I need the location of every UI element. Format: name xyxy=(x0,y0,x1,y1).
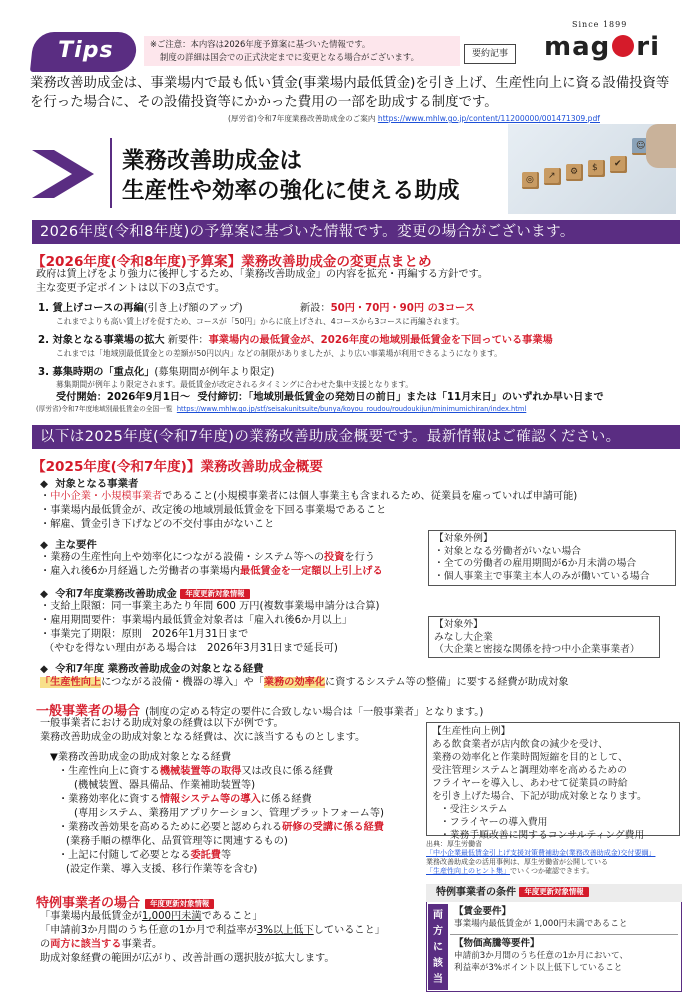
point-1-new xyxy=(300,302,475,315)
requirement-1-tail: を行う xyxy=(344,552,375,563)
requirement-1: ・業務の生産性向上や効率化につながる設備・システム等への投資を行う xyxy=(40,552,375,563)
point-3-end: 受付締切：「地域別最低賃金の発効日の前日」または「11月末日」のいずれか早い日まで xyxy=(197,392,604,403)
general-source-1: 出典：厚生労働省 xyxy=(426,840,482,848)
general-item-1-tail: 又は改良に係る経費 xyxy=(241,766,334,777)
intro-text: 業務改善助成金は、事業場内で最も低い賃金(事業場内最低賃金)を引き上げ、生産性向上に資る設備投資等を行った場合に、その設備投資等にかかった費用の一部を助成する制度です。 xyxy=(30,76,670,110)
general-title: 一般事業者の場合 xyxy=(36,704,141,719)
limits-title-text: 令和7年度業務改善助成金 xyxy=(55,588,177,600)
limits-title: ◆ 令和7年度業務改善助成金 年度更新対象情報 xyxy=(40,585,250,600)
general-item-1 xyxy=(58,765,333,778)
special-update-badge: 年度更新対象情報 xyxy=(145,899,214,909)
case-example-line: 業務の効率化と作業時間短縮を目的として、 xyxy=(432,752,628,763)
general-source-link[interactable]: 「中小企業最低賃金引上げ支援対策費補助金(業務改善助成金)交付要綱」 xyxy=(426,849,656,857)
special-line-3-text: の xyxy=(40,939,51,950)
costs-text xyxy=(40,676,569,689)
costs-highlight-2: 業務の効率化 xyxy=(263,677,326,688)
block-icon: ☺ xyxy=(632,138,649,155)
side-char: 方 xyxy=(433,926,443,937)
general-item-2-text: ・業務効率化に資する xyxy=(58,794,160,805)
condition-1-text: 事業場内最低賃金が 1,000円未満であること xyxy=(454,919,628,929)
target-3: ・解雇、賃金引き下げなどの不交付事由がないこと xyxy=(40,519,275,530)
requirements-title-text: 主な要件 xyxy=(55,539,97,551)
special-line-1-tail: であること」 xyxy=(201,911,263,922)
block-icon: ◎ xyxy=(522,172,539,189)
general-source xyxy=(426,840,655,876)
block-icon: ⚙ xyxy=(566,164,583,181)
exclusion-example-3: ・個人事業主で事業主本人のみが働いている場合 xyxy=(434,570,650,582)
point-2-new-value: 事業場内の最低賃金が、2026年度の地域別最低賃金を下回っている事業場 xyxy=(208,335,553,346)
logo-circle-icon xyxy=(612,35,634,57)
special-heading xyxy=(36,892,214,911)
special-line-3-tail: 事業者。 xyxy=(121,939,163,950)
point-3-sub: (募集期間が例年より限定) xyxy=(154,367,275,378)
special-conditions-side xyxy=(428,904,448,990)
side-char: 両 xyxy=(433,910,443,921)
logo-text-left: mag xyxy=(544,32,611,62)
point-2-note: これまでは「地域別最低賃金との差額が50円以内」などの制限がありましたが、より広い事業場が利用できるようになります。 xyxy=(56,349,502,358)
condition-2 xyxy=(454,938,628,974)
case-example-line: ・受注システム xyxy=(440,804,508,815)
hero-title xyxy=(122,146,460,206)
intro-source-label: (厚労省)令和7年度業務改善助成金のご案内 xyxy=(228,114,376,123)
point-1 xyxy=(38,302,243,315)
general-source-3: 業務改善助成金の活用事例は、厚生労働省が公開している xyxy=(426,858,608,866)
general-list-title: ▼業務改善助成金の助成対象となる経費 xyxy=(50,752,232,763)
case-example-line: ある飲食業者が店内飲食の減少を受け、 xyxy=(432,739,608,750)
requirement-2: ・雇入れ後6か月経過した労働者の事業場内最低賃金を一定額以上引上げる xyxy=(40,566,383,577)
side-char: 当 xyxy=(433,974,443,985)
costs-text-1: につながる設備・機器の導入」や「 xyxy=(101,677,264,688)
general-item-2-note: (専用システム、業務用アプリケーション、管理プラットフォーム等) xyxy=(74,808,385,819)
case-example-lines xyxy=(432,738,674,842)
target-title: ◆ 対象となる事業者 xyxy=(40,478,139,490)
point-2 xyxy=(38,334,553,347)
exclusion-example-1: ・対象となる労働者がいない場合 xyxy=(434,545,581,557)
target-3-text: 解雇、賃金引き下げなどの不交付事由がないこと xyxy=(50,519,275,530)
since-label: Since 1899 xyxy=(572,20,628,29)
limit-2: ・雇用期間要件：事業場内最低賃金対象者は「雇入れ後6か月以上」 xyxy=(40,615,353,626)
general-line-1: 一般事業者における助成対象の経費は以下が例です。 xyxy=(40,718,284,729)
notice-box xyxy=(144,36,460,66)
limit-4: （やむを得ない理由がある場合は 2026年3月31日まで延長可) xyxy=(44,643,338,654)
condition-1 xyxy=(454,906,627,930)
target-2: ・事業場内最低賃金が、改定後の地域別最低賃金を下回る事業場であること xyxy=(40,505,387,516)
section-2026-source xyxy=(36,405,526,414)
section-2026-source-label: (厚労省)令和7年度地域別最低賃金の全国一覧 xyxy=(36,405,173,413)
excluded-line-2: （大企業と密接な関係を持つ中小企業事業者） xyxy=(434,644,640,655)
condition-divider xyxy=(450,934,678,935)
section-2026-source-link[interactable]: https://www.mhlw.go.jp/stf/seisakunitsuite/bunya/koyou_roudou/roudoukijun/minimumichiran/index.html xyxy=(176,405,527,413)
special-conditions-badge: 年度更新対象情報 xyxy=(519,887,588,897)
hand-image xyxy=(646,124,676,168)
special-line-1 xyxy=(40,910,263,923)
hero-chevron-icon xyxy=(32,150,102,198)
general-item-1-text: ・生産性向上に資する xyxy=(58,766,160,777)
limit-3-text: 事業完了期限：原則 2026年1月31日まで xyxy=(50,629,249,640)
general-item-4-text: ・上記に付随して必要となる xyxy=(58,850,191,861)
target-1-text: であること(小規模事業者には個人事業主も含まれるため、従業員を雇っていれば申請可能) xyxy=(162,491,578,502)
special-title: 特例事業者の場合 xyxy=(36,896,141,911)
block-icon: ↗ xyxy=(544,168,561,185)
general-source-4: でいくつか確認できます。 xyxy=(510,867,594,875)
section-2025-heading: 【2025年度(令和7年度)】業務改善助成金概要 xyxy=(32,459,323,475)
case-example-line: フライヤーを導入し、あわせて従業員の時給 xyxy=(432,778,628,789)
general-item-3-highlight: 研修の受講に係る経費 xyxy=(282,822,384,833)
point-1-note: これまでよりも高い賃上げを促すため、コースが「50円」からに底上げされ、4コースから3コースに再編されます。 xyxy=(56,317,465,326)
case-example-title: 【生産性向上例】 xyxy=(432,726,511,737)
condition-1-title: 【賃金要件】 xyxy=(454,906,512,917)
section-2026-lead-1: 政府は賃上げをより強力に後押しするため、「業務改善助成金」の内容を拡充・再編する方針です。 xyxy=(36,269,489,280)
case-example-line: を引き上げた場合、下記が助成対象となります。 xyxy=(432,791,647,802)
exclusion-examples-title: 【対象外例】 xyxy=(434,533,493,544)
logo-text-right: ri xyxy=(636,32,660,62)
excluded-box xyxy=(428,616,660,658)
requirement-2-highlight: 最低賃金を一定額以上引上げる xyxy=(240,566,383,577)
hero-title-line-1: 業務改善助成金は xyxy=(122,148,303,174)
case-example-line: ・業務手順改善に関するコンサルティング費用 xyxy=(440,830,645,841)
special-line-3 xyxy=(40,938,162,951)
general-item-1-note: (機械装置、器具備品、作業補助装置等) xyxy=(74,780,256,791)
condition-2-line-2: 利益率が3%ポイント以上低下していること xyxy=(454,963,623,973)
condition-2-title: 【物価高騰等要件】 xyxy=(454,938,540,949)
notice-line-2: 制度の詳細は国会での正式決定までに変更となる場合がございます。 xyxy=(160,52,419,62)
general-item-4-highlight: 委託費 xyxy=(190,850,221,861)
tips-label: Tips xyxy=(58,38,114,63)
point-3-title: 3. 募集時期の「重点化」 xyxy=(38,367,155,378)
costs-highlight-1: 「生産性向上 xyxy=(40,677,102,688)
block-icon: $ xyxy=(588,160,605,177)
special-line-2-text: 「申請前3か月間のうち任意の1か月で利益率が xyxy=(40,925,257,936)
special-line-1-value: 1,000円未満 xyxy=(141,911,202,922)
general-item-2-tail: に係る経費 xyxy=(260,794,312,805)
limit-2-text: 雇用期間要件：事業場内最低賃金対象者は「雇入れ後6か月以上」 xyxy=(50,615,353,626)
general-item-3-text: ・業務改善効果を高めるために必要と認められる xyxy=(58,822,283,833)
case-example-line: ・フライヤーの導入費用 xyxy=(440,817,548,828)
special-conditions-title: 特例事業者の条件 xyxy=(436,887,516,898)
general-item-4-note: (設定作業、導入支援、移行作業等を含む) xyxy=(66,864,258,875)
limit-3: ・事業完了期限：原則 2026年1月31日まで xyxy=(40,629,249,640)
doc-type-label: 要約記事 xyxy=(464,44,516,64)
special-line-3-highlight: 両方に該当する xyxy=(50,939,122,950)
general-item-1-highlight: 機械装置等の取得 xyxy=(159,766,242,777)
condition-2-line-1: 申請前3か月間のうち任意の1か月において、 xyxy=(454,951,629,961)
target-title-text: 対象となる事業者 xyxy=(55,478,139,490)
special-line-2 xyxy=(40,924,385,937)
band-2025: 以下は2025年度(令和7年度)の業務改善助成金概要です。最新情報はご確認ください。 xyxy=(32,425,680,449)
block-icon: ✔ xyxy=(610,156,627,173)
general-item-4-tail: 等 xyxy=(221,850,232,861)
requirements-title: ◆ 主な要件 xyxy=(40,539,97,551)
point-2-new-label: 新要件： xyxy=(167,335,209,346)
general-item-3-note: (業務手順の標準化、品質管理等に関連するもの) xyxy=(66,836,288,847)
section-2026-heading: 【2026年度(令和8年度)予算案】業務改善助成金の変更点まとめ xyxy=(32,254,432,270)
general-title-note: (制度の定める特定の要件に合致しない場合は「一般事業者」となります。) xyxy=(145,707,484,718)
notice-line-1: ※ご注意：本内容は2026年度予算案に基づいた情報です。 xyxy=(150,39,371,49)
special-conditions-side-text xyxy=(428,910,448,985)
requirement-1-highlight: 投資 xyxy=(324,552,345,563)
limit-1: ・支給上限額：同一事業主あたり年間 600 万円(複数事業場申請分は合算) xyxy=(40,601,380,612)
hint-collection-link[interactable]: 「生産性向上のヒント集」 xyxy=(426,867,510,875)
side-char: に xyxy=(433,942,443,953)
point-3-period xyxy=(56,391,604,404)
special-conditions-header xyxy=(426,884,682,902)
target-1-highlight: 中小企業・小規模事業者 xyxy=(50,491,163,502)
general-item-2-highlight: 情報システム等の導入 xyxy=(159,794,261,805)
band-2026: 2026年度(令和8年度)の予算案に基づいた情報です。変更の場合がございます。 xyxy=(32,220,680,244)
section-2026-lead-2: 主な変更予定ポイントは以下の3点です。 xyxy=(36,283,226,294)
excluded-line-1: みなし大企業 xyxy=(434,631,493,643)
point-1-new-label: 新設： xyxy=(300,303,331,314)
costs-title-text: 令和7年度 業務改善助成金の対象となる経費 xyxy=(55,663,264,675)
target-1: ・中小企業・小規模事業者であること(小規模事業者には個人事業主も含まれるため、従業員を雇っていれば申請可能) xyxy=(40,491,578,502)
case-example-box xyxy=(426,722,680,841)
point-1-sub: (引き上げ額のアップ) xyxy=(143,303,243,314)
intro-source xyxy=(228,113,600,124)
hero-divider xyxy=(110,138,112,208)
tips-badge xyxy=(30,32,138,72)
point-3-note: 募集期間が例年より限定されます。最低賃金が改定されるタイミングに合わせた集中支援となります。 xyxy=(56,380,414,389)
requirement-1-text: 業務の生産性向上や効率化につながる設備・システム等への xyxy=(50,552,325,563)
intro-source-link[interactable]: https://www.mhlw.go.jp/content/11200000/001471309.pdf xyxy=(377,114,600,123)
general-line-2: 業務改善助成金の助成対象となる経費は、次に該当するものとします。 xyxy=(40,732,366,743)
limit-1-text: 支給上限額：同一事業主あたり年間 600 万円(複数事業場申請分は合算) xyxy=(50,601,380,612)
side-char: 該 xyxy=(433,958,443,969)
requirement-2-text: 雇入れ後6か月経過した労働者の事業場内 xyxy=(50,566,241,577)
general-item-2 xyxy=(58,793,312,806)
special-line-4: 助成対象経費の範囲が広がり、改善計画の選択肢が拡大します。 xyxy=(40,953,335,964)
point-1-new-value: 50円・70円・90円 の3コース xyxy=(330,303,475,314)
exclusion-examples-box xyxy=(428,530,676,586)
excluded-title: 【対象外】 xyxy=(434,619,483,630)
hero-image xyxy=(508,124,676,214)
point-1-title: 1. 賃上げコースの再編 xyxy=(38,303,144,314)
target-2-text: 事業場内最低賃金が、改定後の地域別最低賃金を下回る事業場であること xyxy=(50,505,387,516)
hero-title-line-2: 生産性や効率の強化に使える助成 xyxy=(122,178,460,204)
general-item-3 xyxy=(58,821,384,834)
general-item-4 xyxy=(58,849,231,862)
special-line-1-text: 「事業場内最低賃金が xyxy=(40,911,142,922)
costs-title: ◆ 令和7年度 業務改善助成金の対象となる経費 xyxy=(40,663,264,675)
point-3 xyxy=(38,366,274,379)
company-logo[interactable] xyxy=(544,32,660,62)
costs-text-2: に資するシステム等の整備」に要する経費が助成対象 xyxy=(325,677,569,688)
point-2-title: 2. 対象となる事業場の拡大 xyxy=(38,335,165,346)
update-badge: 年度更新対象情報 xyxy=(180,589,249,599)
point-3-start: 受付開始：2026年9月1日〜 xyxy=(56,392,191,403)
special-line-2-tail: していること」 xyxy=(313,925,385,936)
exclusion-example-2: ・全ての労働者の雇用期間が6か月未満の場合 xyxy=(434,558,637,569)
case-example-line: 受注管理システムと調理効率を高めるための xyxy=(432,765,627,776)
special-line-2-value: 3%以上低下 xyxy=(256,925,314,936)
